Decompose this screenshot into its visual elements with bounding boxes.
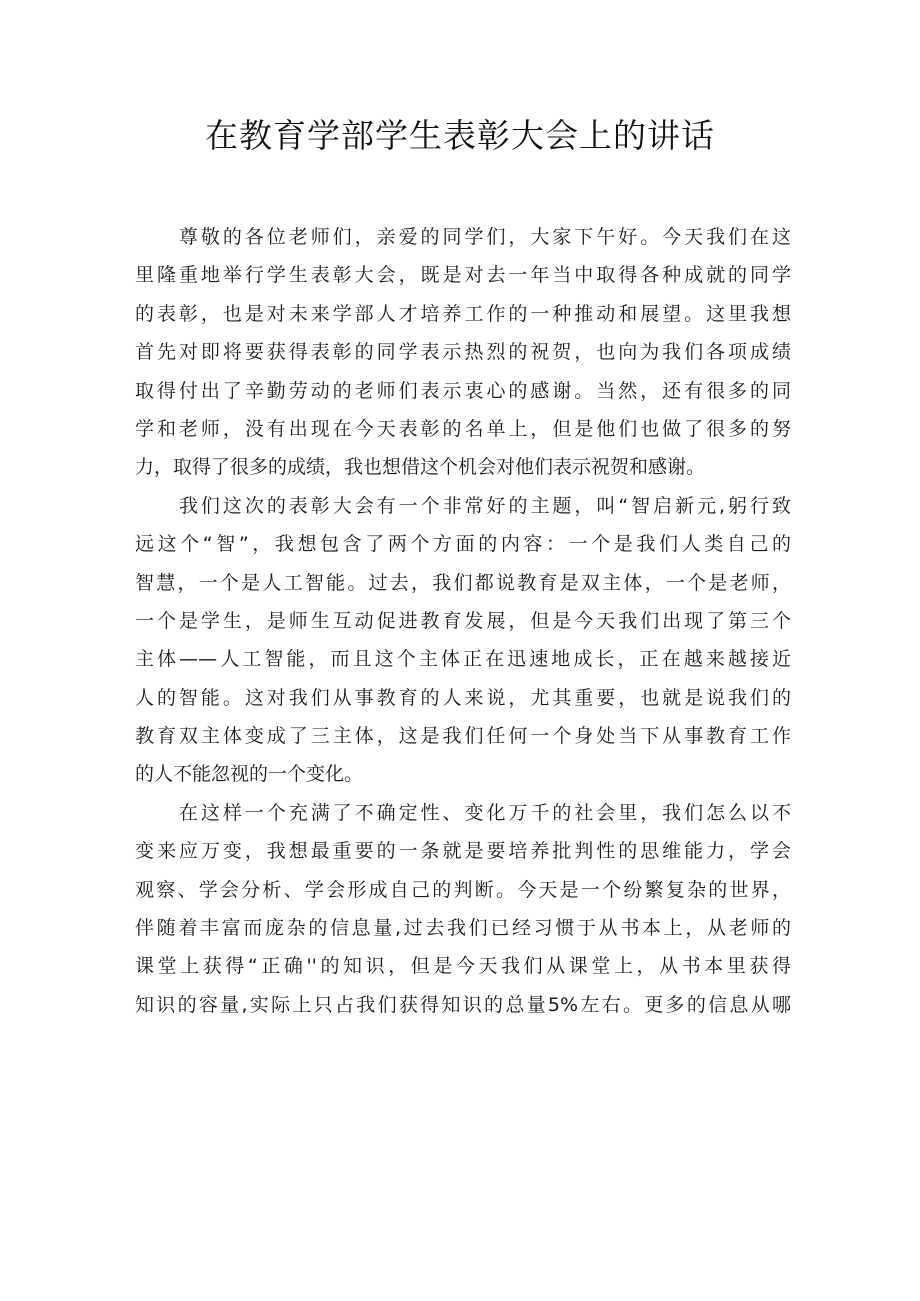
text-line: 力，取得了很多的成绩，我也想借这个机会对他们表示祝贺和感谢。 xyxy=(135,456,706,479)
text-line: 的人不能忽视的一个变化。 xyxy=(135,763,364,786)
document-title: 在教育学部学生表彰大会上的讲话 xyxy=(205,116,715,155)
text-line: 我们这次的表彰大会有一个非常好的主题，叫“智启新元,躬行致 xyxy=(135,494,791,517)
text-line: 主体——人工智能，而且这个主体正在迅速地成长，正在越来越接近 xyxy=(135,648,791,671)
text-line: 里隆重地举行学生表彰大会，既是对去一年当中取得各种成就的同学 xyxy=(135,264,791,287)
text-line: 课堂上获得“正确''的知识，但是今天我们从课堂上，从书本里获得 xyxy=(135,955,791,978)
paragraph-3 xyxy=(135,794,791,1024)
text-line: 一个是学生，是师生互动促进教育发展，但是今天我们出现了第三个 xyxy=(135,609,791,632)
text-line: 的表彰，也是对未来学部人才培养工作的一种推动和展望。这里我想 xyxy=(135,302,791,325)
paragraph-2 xyxy=(135,487,791,794)
text-line: 伴随着丰富而庞杂的信息量,过去我们已经习惯于从书本上，从老师的 xyxy=(135,917,791,940)
text-line: 取得付出了辛勤劳动的老师们表示衷心的感谢。当然，还有很多的同 xyxy=(135,379,791,402)
text-line: 教育双主体变成了三主体，这是我们任何一个身处当下从事教育工作 xyxy=(135,725,791,748)
text-line: 人的智能。这对我们从事教育的人来说，尤其重要，也就是说我们的 xyxy=(135,686,791,709)
text-line: 观察、学会分析、学会形成自己的判断。今天是一个纷繁复杂的世界， xyxy=(135,878,791,901)
document-body xyxy=(135,218,791,1024)
text-line: 首先对即将要获得表彰的同学表示热烈的祝贺，也向为我们各项成绩 xyxy=(135,341,791,364)
text-line: 智慧，一个是人工智能。过去，我们都说教育是双主体，一个是老师， xyxy=(135,571,791,594)
text-line: 学和老师，没有出现在今天表彰的名单上，但是他们也做了很多的努 xyxy=(135,417,791,440)
text-line: 知识的容量,实际上只占我们获得知识的总量5%左右。更多的信息从哪 xyxy=(135,993,791,1016)
text-line: 在这样一个充满了不确定性、变化万千的社会里，我们怎么以不 xyxy=(135,801,791,824)
text-line: 尊敬的各位老师们，亲爱的同学们，大家下午好。今天我们在这 xyxy=(135,226,791,248)
text-line: 远这个“智”，我想包含了两个方面的内容：一个是我们人类自己的 xyxy=(135,533,791,556)
text-line: 变来应万变，我想最重要的一条就是要培养批判性的思维能力，学会 xyxy=(135,840,791,863)
paragraph-1 xyxy=(135,218,791,487)
